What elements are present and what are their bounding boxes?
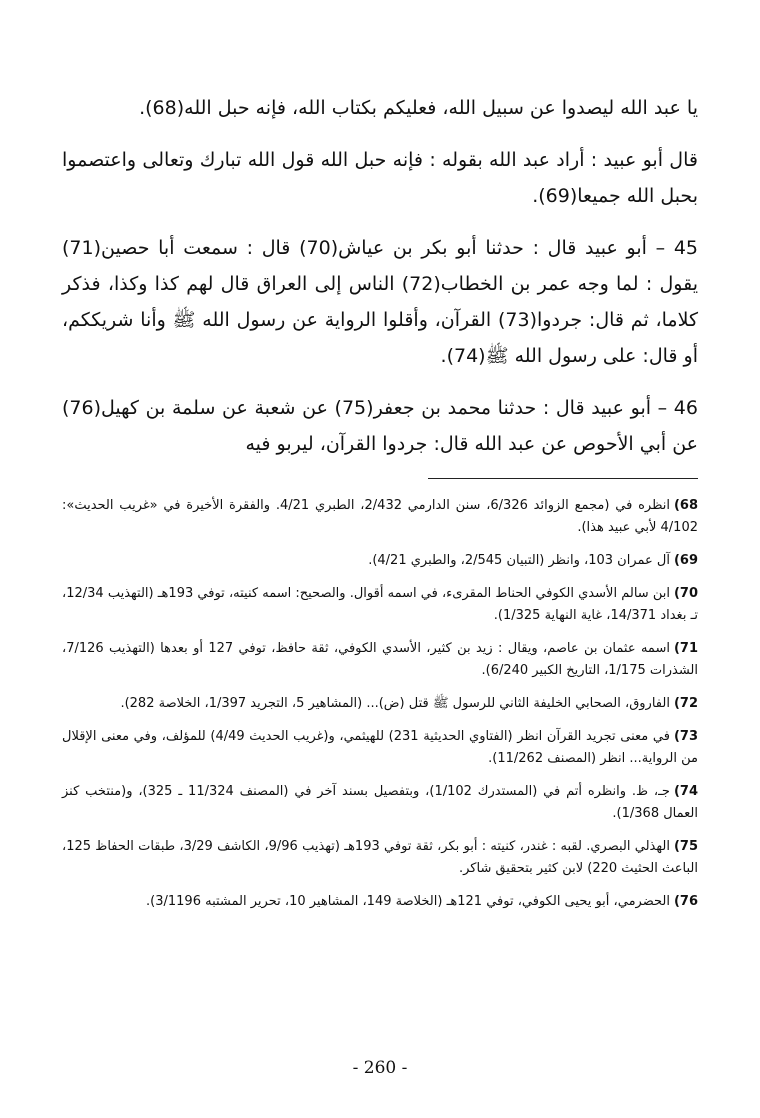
footnote-number: 74): [673, 784, 699, 799]
footnote-73: [62, 726, 698, 770]
footnote-text: جـ، ظ. وانظره أتم في (المستدرك 1/102)، وبتفصيل بسند آخر في (المصنف 11/324 ـ 325)، و(منتخب كنز العمال 1/368).: [62, 784, 698, 821]
footnote-68: [62, 495, 698, 539]
footnote-divider: [428, 478, 698, 479]
paragraph-2: قال أبو عبيد : أراد عبد الله بقوله : فإنه حبل الله قول الله تبارك وتعالى واعتصموا بحبل الله جميعا(69).: [62, 149, 698, 207]
footnote-number: 75): [673, 839, 698, 854]
footnote-number: 71): [673, 641, 698, 656]
footnote-76: [62, 891, 698, 913]
footnote-number: 69): [673, 553, 698, 568]
footnote-text: الهذلي البصري. لقبه : غندر، كنيته : أبو بكر، ثقة توفي 193هـ (تهذيب 9/96، الكاشف 3/29، طبقات الحفاظ 125، الباعث الحثيث 220) لابن كثير بتحقيق شاكر.: [62, 839, 698, 876]
footnote-72: [62, 693, 698, 715]
main-text: [62, 90, 698, 462]
footnote-number: 68): [673, 498, 699, 513]
footnotes: [62, 495, 698, 913]
footnote-70: [62, 583, 698, 627]
footnote-number: 72): [673, 696, 698, 711]
footnote-71: [62, 638, 698, 682]
footnote-75: [62, 836, 698, 880]
footnote-text: في معنى تجريد القرآن انظر (الفتاوي الحديثية 231) للهيثمي، و(غريب الحديث 4/49) للمؤلف، وفي معنى الإقلال من الرواية... انظر (المصنف 11/262).: [62, 729, 698, 766]
paragraph-3: 45 – أبو عبيد قال : حدثنا أبو بكر بن عياش(70) قال : سمعت أبا حصين(71) يقول : لما وجه عمر بن الخطاب(72) الناس إلى العراق قال لهم كذا وكذا، فذكر كلاما، ثم قال: جردوا(73) القرآن، وأقلوا الرواية عن رسول الله ﷺ وأنا شريككم، أو قال: على رسول الله ﷺ(74).: [62, 237, 698, 367]
footnote-text: الحضرمي، أبو يحيى الكوفي، توفي 121هـ (الخلاصة 149، المشاهير 10، تحرير المشتبه 3/1196).: [146, 894, 670, 909]
footnote-number: 76): [673, 894, 698, 909]
footnote-text: الفاروق، الصحابي الخليفة الثاني للرسول ﷺ قتل (ض)... (المشاهير 5، التجريد 1/397، الخلاصة 282).: [120, 696, 670, 711]
footnote-text: انظره في (مجمع الزوائد 6/326، سنن الدارمي 2/432، الطبري 4/21. والفقرة الأخيرة في «غريب الحديث»: 4/102 لأبي عبيد هذا).: [62, 498, 698, 535]
footnote-number: 70): [673, 586, 698, 601]
footnote-text: آل عمران 103، وانظر (التبيان 2/545، والطبري 4/21).: [368, 553, 670, 568]
footnote-69: [62, 550, 698, 572]
footnote-74: [62, 781, 698, 825]
paragraph-1: يا عبد الله ليصدوا عن سبيل الله، فعليكم بكتاب الله، فإنه حبل الله(68).: [139, 97, 698, 119]
footnote-text: ابن سالم الأسدي الكوفي الحناط المقرىء، في اسمه أقوال. والصحيح: اسمه كنيته، توفي 193هـ (التهذيب 12/34، تـ بغداد 14/371، غاية النهاية 1/325).: [62, 586, 698, 623]
footnote-number: 73): [673, 729, 698, 744]
paragraph-4: 46 – أبو عبيد قال : حدثنا محمد بن جعفر(75) عن شعبة عن سلمة بن كهيل(76) عن أبي الأحوص عن عبد الله قال: جردوا القرآن، ليربو فيه: [62, 397, 698, 455]
page-number: - 260 -: [352, 1058, 408, 1078]
footnote-text: اسمه عثمان بن عاصم، ويقال : زيد بن كثير، الأسدي الكوفي، ثقة حافظ، توفي 127 أو بعدها (التهذيب 7/126، الشذرات 1/175، التاريخ الكبير 6/240).: [62, 641, 698, 678]
